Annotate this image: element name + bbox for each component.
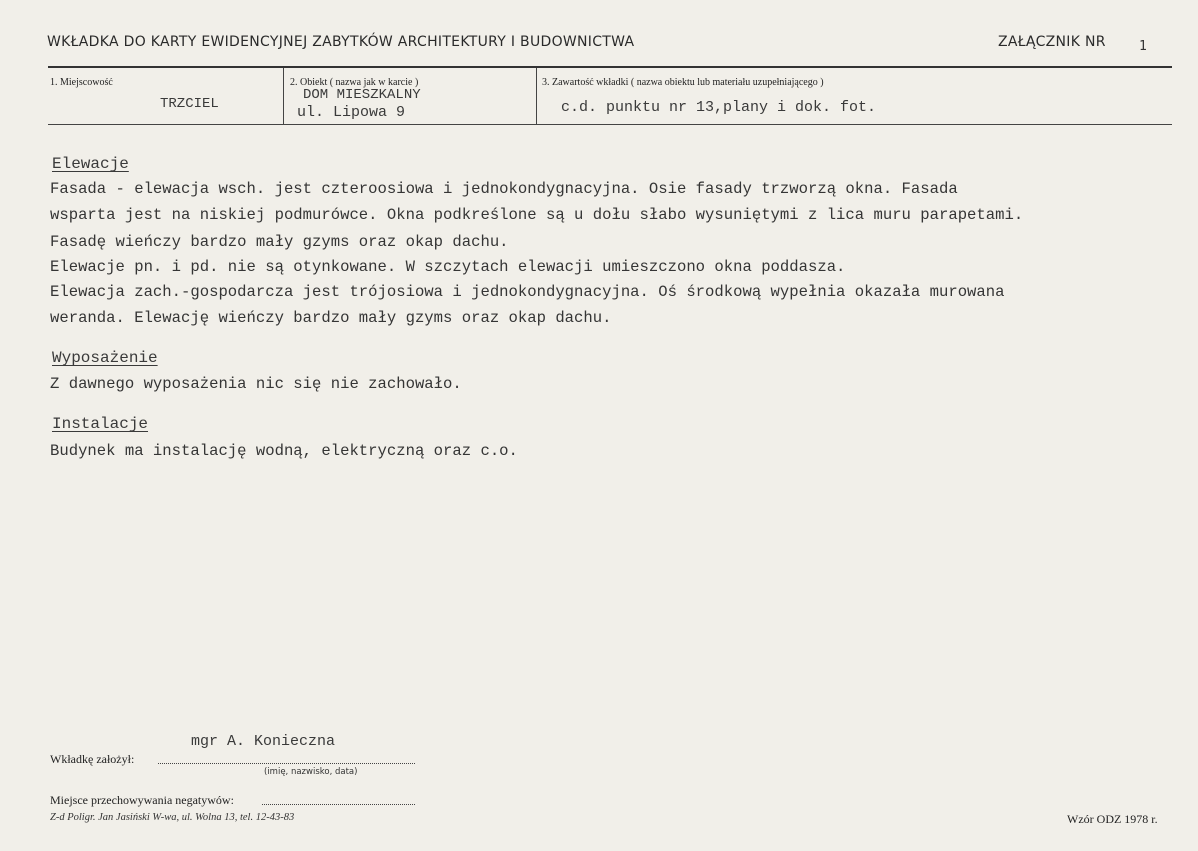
content-value: c.d. punktu nr 13,plany i dok. fot. <box>561 99 877 116</box>
object-name-value: DOM MIESZKALNY <box>303 87 421 103</box>
founder-hint: (imię, nazwisko, data) <box>264 767 358 777</box>
printer-imprint: Z-d Poligr. Jan Jasiński W-wa, ul. Wolna 13, tel. 12-43-83 <box>50 812 295 823</box>
annex-number: 1 <box>1139 39 1147 54</box>
elevations-line-6: weranda. Elewację wieńczy bardzo mały gzyms oraz okap dachu. <box>50 309 612 327</box>
field-divider-2 <box>536 68 537 124</box>
furnishings-line-1: Z dawnego wyposażenia nic się nie zachowało. <box>50 375 462 393</box>
form-title: WKŁADKA DO KARTY EWIDENCYJNEJ ZABYTKÓW ARCHITEKTURY I BUDOWNICTWA <box>47 34 635 50</box>
installations-line-1: Budynek ma instalację wodną, elektryczną oraz c.o. <box>50 442 518 460</box>
elevations-line-3: Fasadę wieńczy bardzo mały gzyms oraz okap dachu. <box>50 233 509 251</box>
section-heading-furnishings: Wyposażenie <box>52 349 158 367</box>
founder-dotted-line <box>158 763 415 764</box>
form-pattern: Wzór ODZ 1978 r. <box>1067 812 1158 826</box>
place-value: TRZCIEL <box>160 96 219 112</box>
header-rule-top <box>48 66 1172 68</box>
negatives-label: Miejsce przechowywania negatywów: <box>50 793 234 807</box>
elevations-line-5: Elewacja zach.-gospodarcza jest trójosiowa i jednokondygnacyjna. Oś środkową wypełnia okazała murowana <box>50 283 1005 301</box>
elevations-line-2: wsparta jest na niskiej podmurówce. Okna podkreślone są u dołu słabo wysuniętymi z lica muru parapetami. <box>50 206 1024 224</box>
object-address-value: ul. Lipowa 9 <box>297 104 406 121</box>
negatives-dotted-line <box>262 804 415 805</box>
annex-label: ZAŁĄCZNIK NR <box>998 34 1106 50</box>
field-divider-1 <box>283 68 284 124</box>
founder-label: Wkładkę założył: <box>50 752 135 766</box>
section-heading-installations: Instalacje <box>52 415 149 433</box>
elevations-line-1: Fasada - elewacja wsch. jest czteroosiowa i jednokondygnacyjna. Osie fasady trzworzą okna. Fasada <box>50 180 958 198</box>
place-label: 1. Miejscowość <box>50 77 113 88</box>
object-label: 2. Obiekt ( nazwa jak w karcie ) <box>290 77 419 88</box>
section-heading-elevations: Elewacje <box>52 155 129 173</box>
signer-name: mgr A. Konieczna <box>191 733 336 750</box>
header-rule-bottom <box>48 124 1172 125</box>
elevations-line-4: Elewacje pn. i pd. nie są otynkowane. W szczytach elewacji umieszczono okna poddasza. <box>50 258 846 276</box>
content-label: 3. Zawartość wkładki ( nazwa obiektu lub materiału uzupełniającego ) <box>542 77 824 88</box>
